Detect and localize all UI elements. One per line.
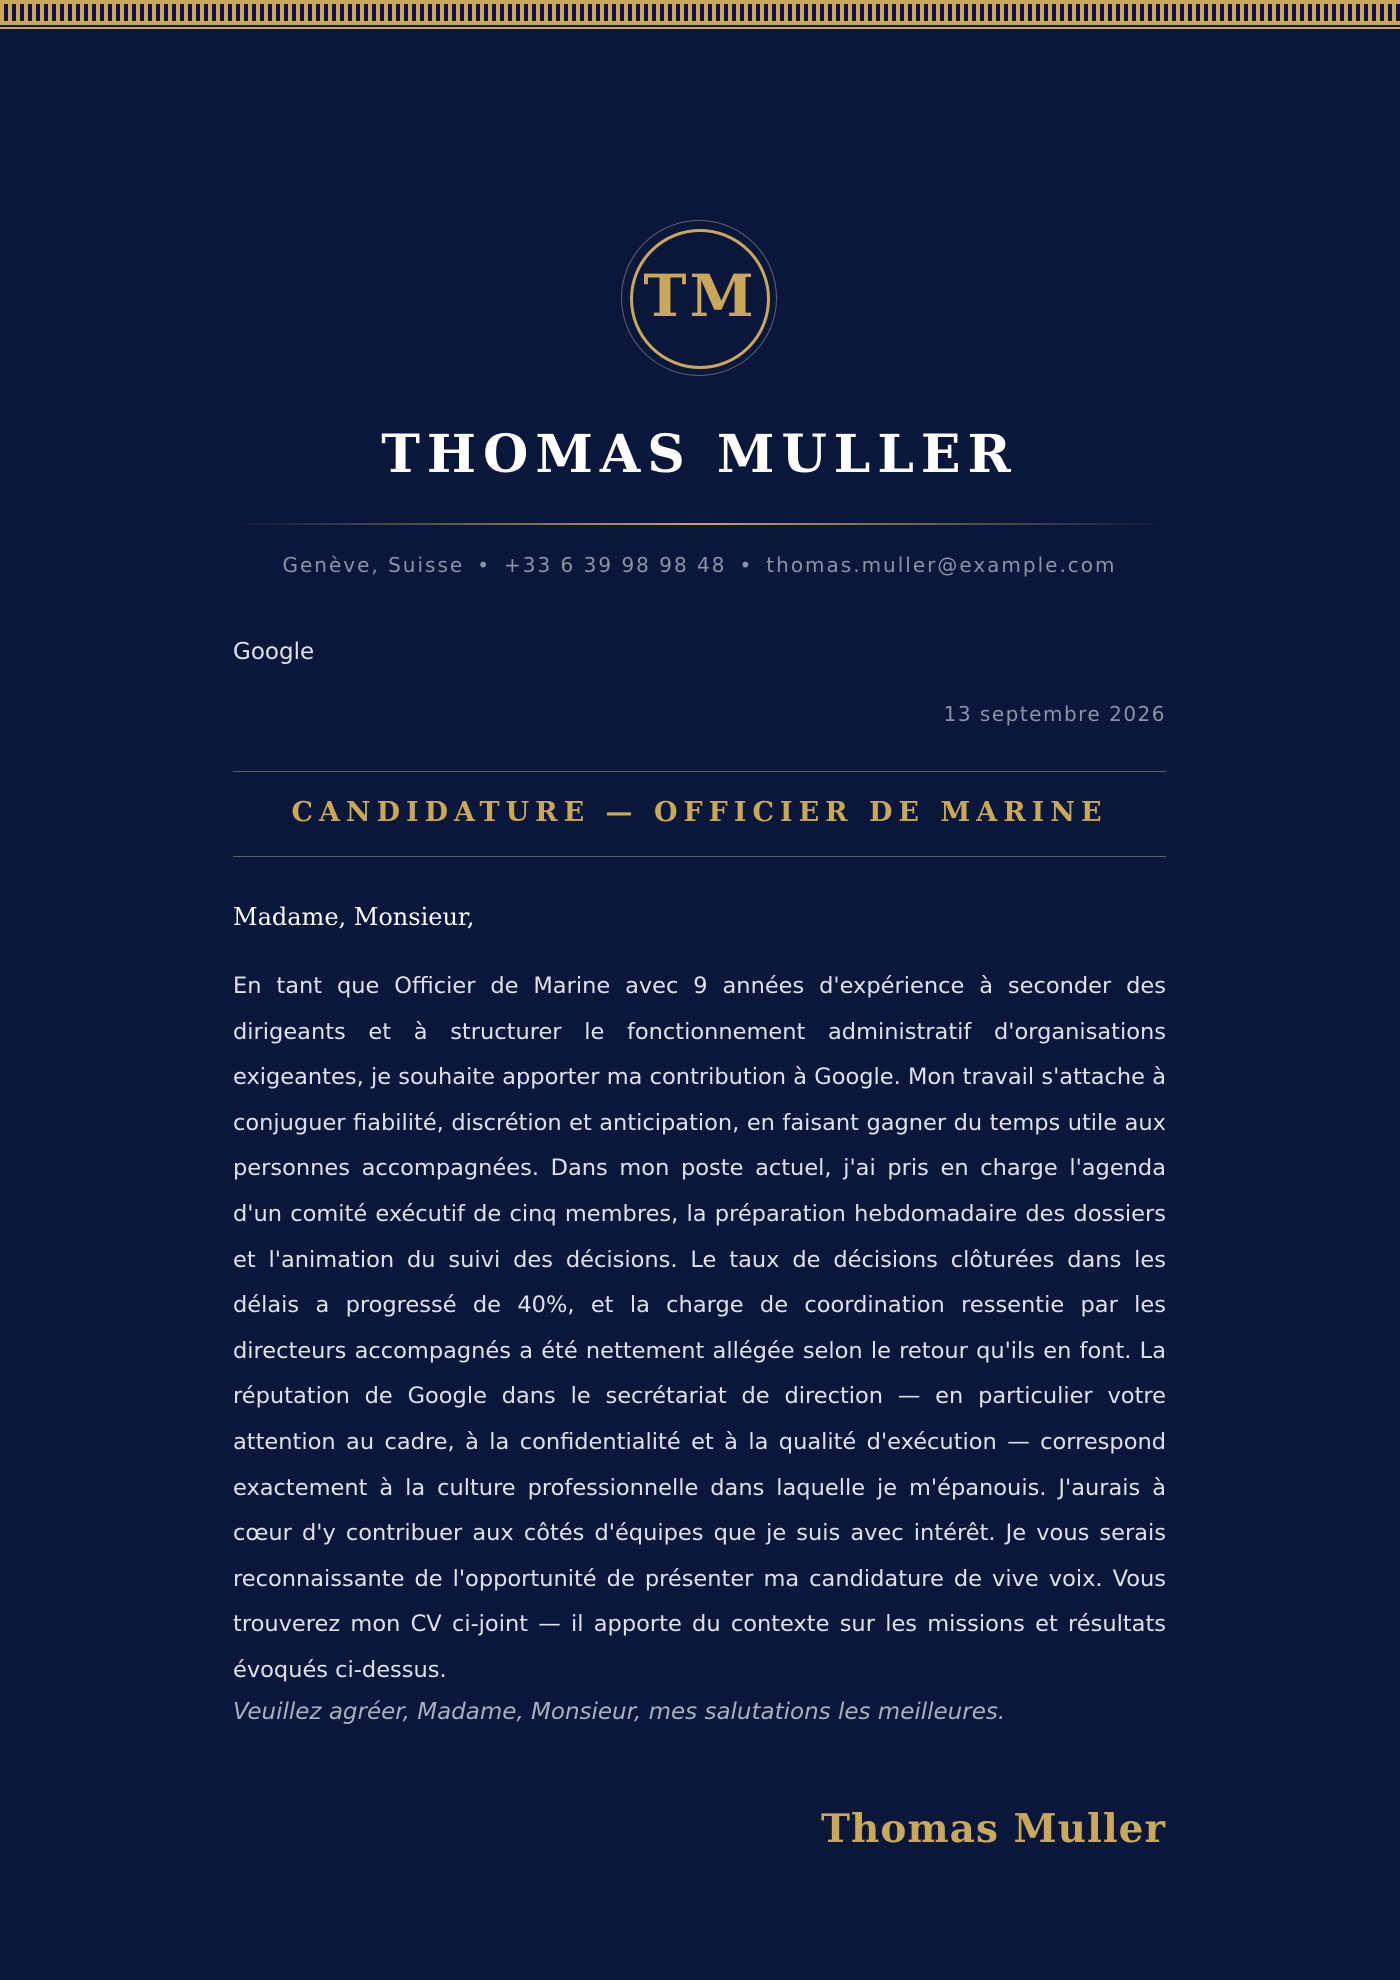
border-rule-bottom [0,27,1400,29]
monogram-initials: TM [643,262,757,330]
monogram-inner-ring [630,229,770,369]
letter-date: 13 septembre 2026 [943,702,1166,726]
contact-location: Genève, Suisse [282,553,465,577]
recipient-company: Google [233,639,315,665]
contact-line [233,551,1166,579]
header-divider [233,523,1166,525]
signature: Thomas Muller [821,1806,1166,1852]
contact-email: thomas.muller@example.com [766,553,1117,577]
letter-salutation: Madame, Monsieur, [233,903,475,931]
contact-phone: +33 6 39 98 98 48 [503,553,727,577]
border-stripes [0,4,1400,21]
applicant-name: THOMAS MULLER [381,424,1018,485]
subject-divider-bottom [233,856,1166,857]
contact-separator: • [477,553,491,577]
monogram-badge [621,220,777,376]
top-decorative-border [0,0,1400,30]
subject-divider-top [233,771,1166,772]
contact-separator: • [739,553,754,577]
letter-body: En tant que Officier de Marine avec 9 années d'expérience à seconder des dirigeants et à structurer le fonctionnement administratif d'organisations exigeantes, je souhaite apporter ma contribution à Google. Mon travail s'attache à conjuguer fiabilité, discrétion et anticipation, en faisant gagner du temps utile aux personnes accompagnées. Dans mon poste actuel, j'ai pris en charge l'agenda d'un comité exécutif de cinq membres, la préparation hebdomadaire des dossiers et l'animation du suivi des décisions. Le taux de décisions clôturées dans les délais a progressé de 40%, et la charge de coordination ressentie par les directeurs accompagnés a été nettement allégée selon le retour qu'ils en font. La réputation de Google dans le secrétariat de direction — en particulier votre attention au cadre, à la confidentialité et à la qualité d'exécution — correspond exactement à la culture professionnelle dans laquelle je m'épanouis. J'aurais à cœur d'y contribuer aux côtés d'équipes que je suis avec intérêt. Je vous serais reconnaissante de l'opportunité de présenter ma candidature de vive voix. Vous trouverez mon CV ci-joint — il apporte du contexte sur les missions et résultats évoqués ci-dessus. [233,973,1166,1683]
letter-subject: CANDIDATURE — OFFICIER DE MARINE [291,797,1108,828]
border-rule-middle [0,21,1400,25]
letter-closing: Veuillez agréer, Madame, Monsieur, mes salutations les meilleures. [233,1699,1006,1725]
